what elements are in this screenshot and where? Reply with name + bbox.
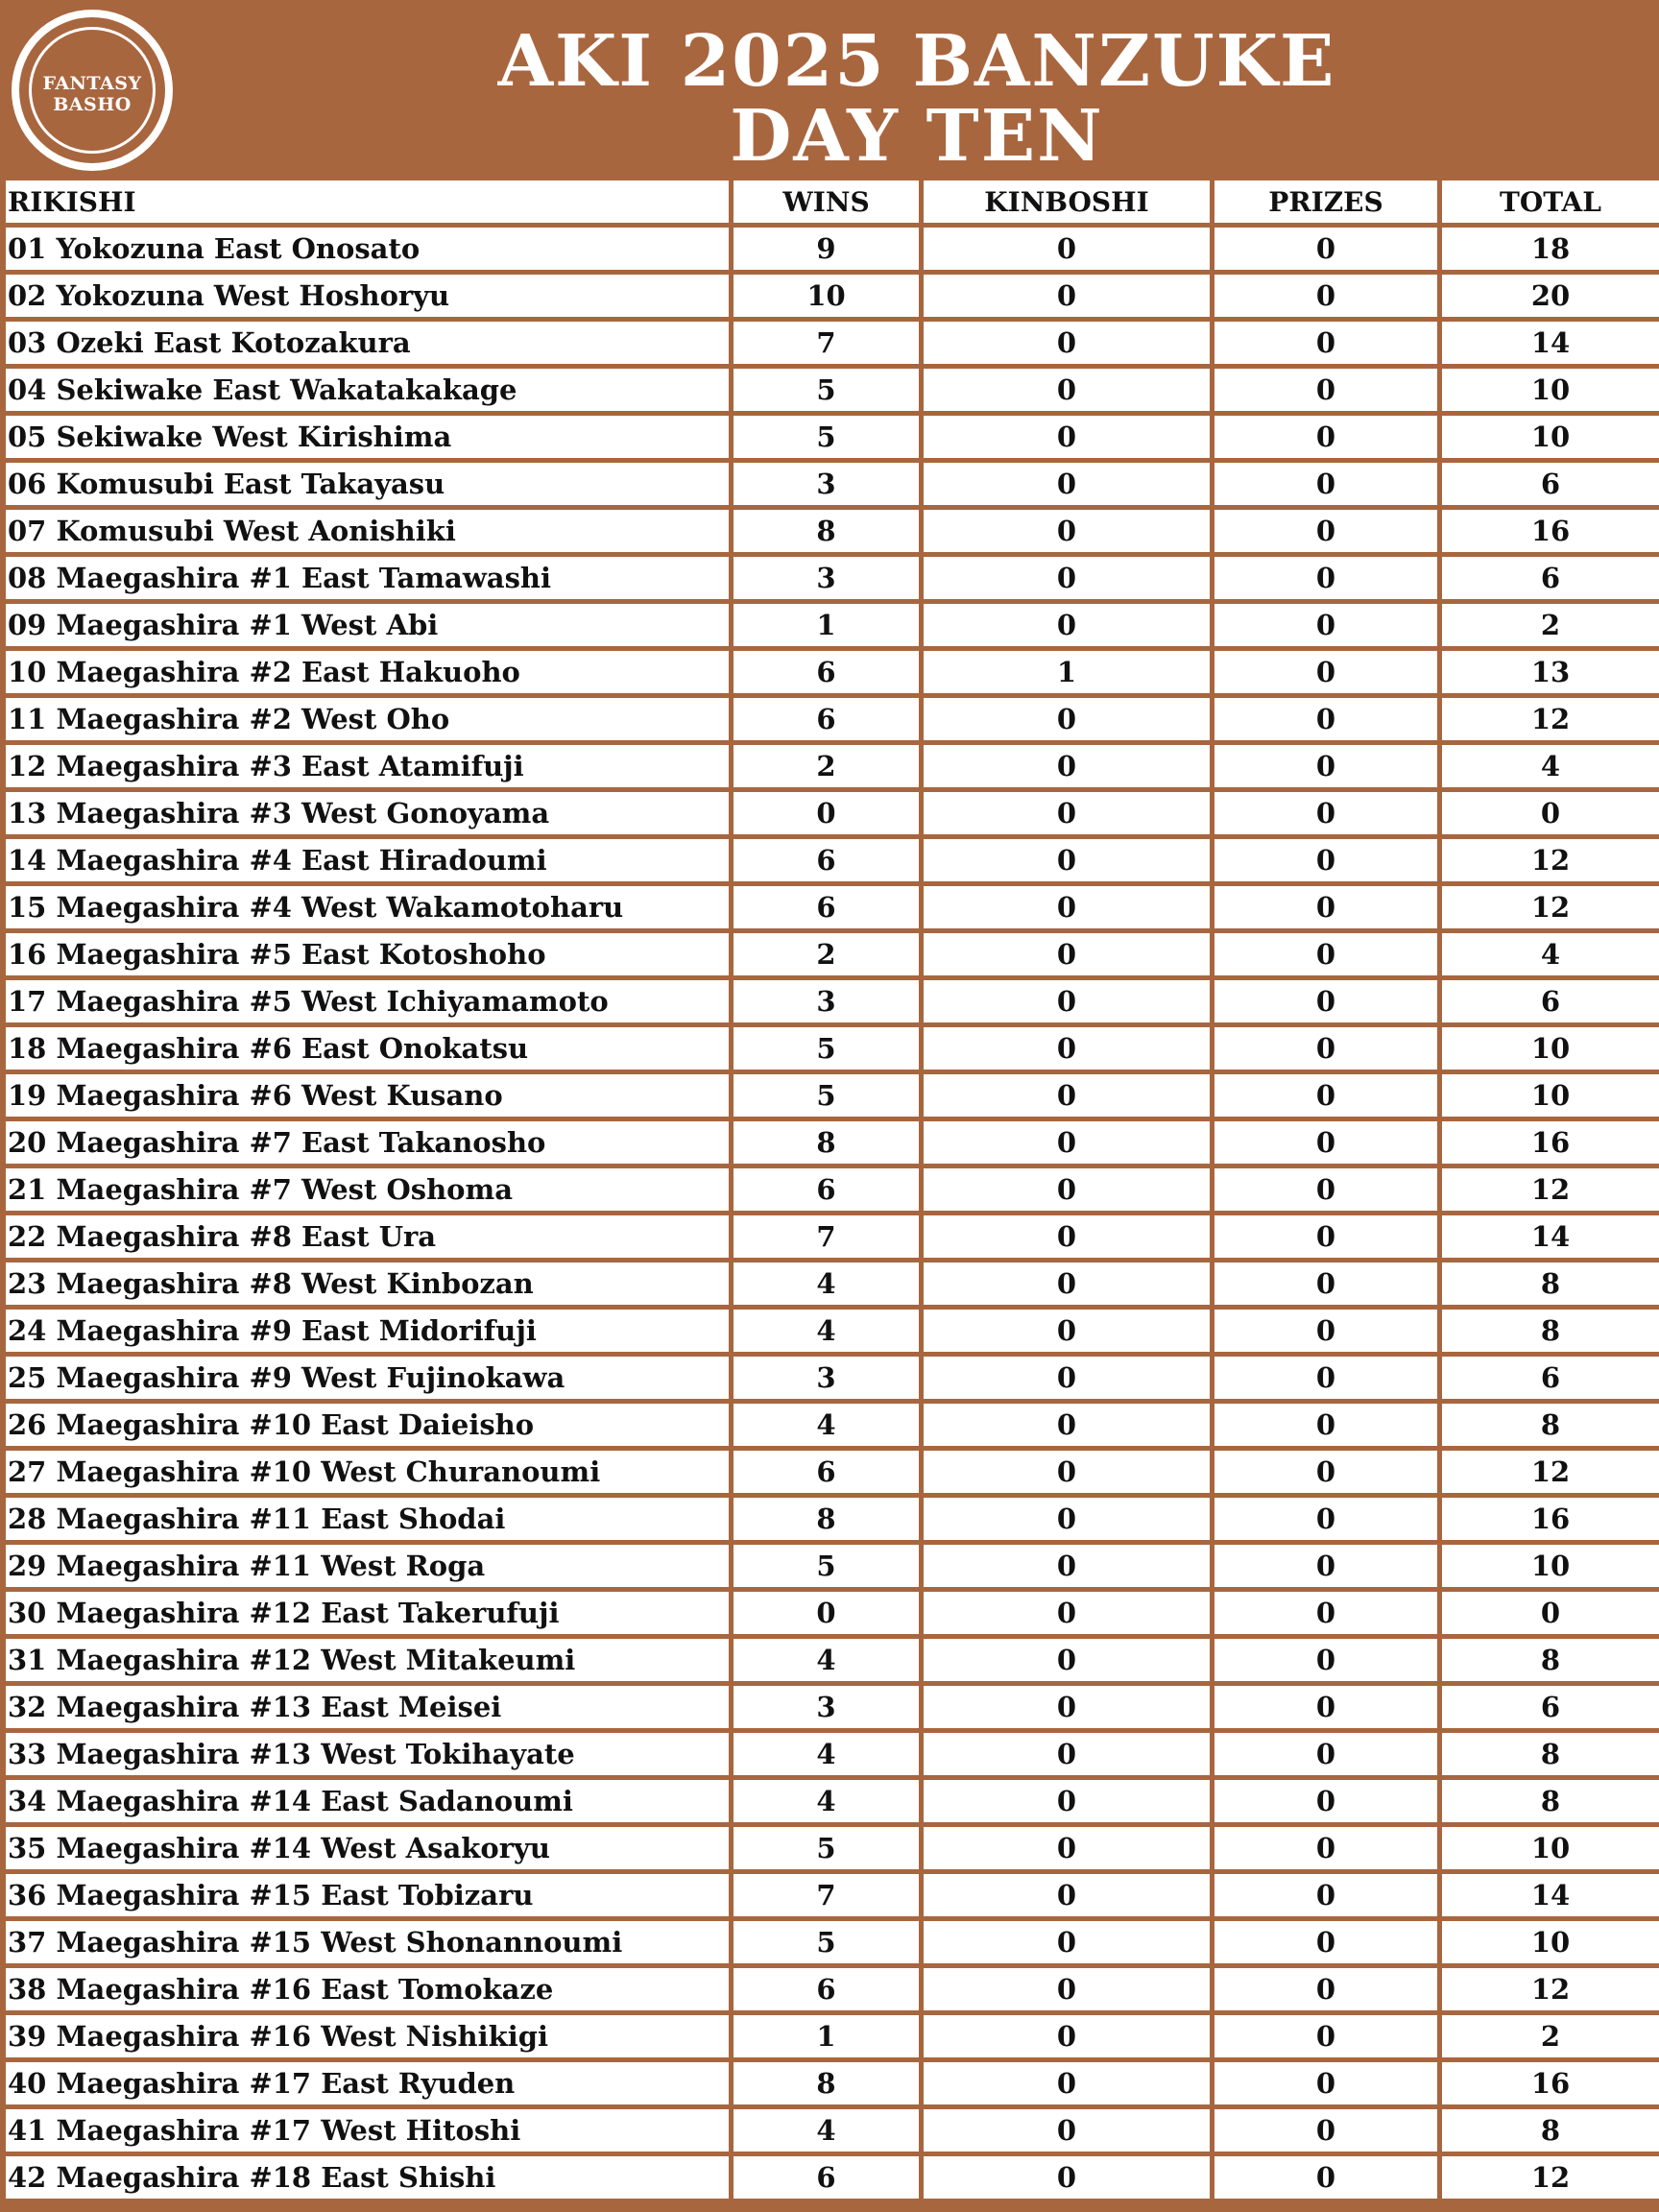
table-row [6, 698, 1659, 745]
cell-prizes: 0 [1214, 1686, 1442, 1733]
cell-kinboshi: 0 [924, 1827, 1214, 1874]
cell-prizes: 0 [1214, 463, 1442, 510]
cell-total: 12 [1442, 2156, 1659, 2203]
cell-wins: 4 [733, 1262, 924, 1310]
cell-wins: 8 [733, 2062, 924, 2109]
cell-total: 6 [1442, 557, 1659, 604]
cell-kinboshi: 0 [924, 2062, 1214, 2109]
cell-wins: 5 [733, 1827, 924, 1874]
logo-line-1: FANTASY [42, 73, 142, 94]
cell-wins: 4 [733, 1780, 924, 1827]
cell-rikishi: 36 Maegashira #15 East Tobizaru [6, 1874, 733, 1921]
page-header [0, 0, 1659, 180]
cell-total: 16 [1442, 1121, 1659, 1168]
cell-total: 6 [1442, 463, 1659, 510]
table-row [6, 886, 1659, 933]
page-subtitle: DAY TEN [730, 95, 1104, 178]
cell-prizes: 0 [1214, 1310, 1442, 1357]
cell-wins: 0 [733, 792, 924, 839]
cell-prizes: 0 [1214, 2015, 1442, 2062]
cell-rikishi: 27 Maegashira #10 West Churanoumi [6, 1451, 733, 1498]
table-row [6, 1262, 1659, 1310]
cell-kinboshi: 0 [924, 322, 1214, 369]
table-row [6, 1168, 1659, 1215]
cell-rikishi: 25 Maegashira #9 West Fujinokawa [6, 1357, 733, 1404]
cell-prizes: 0 [1214, 1874, 1442, 1921]
cell-total: 20 [1442, 275, 1659, 322]
table-row [6, 1780, 1659, 1827]
cell-wins: 3 [733, 463, 924, 510]
cell-rikishi: 31 Maegashira #12 West Mitakeumi [6, 1639, 733, 1686]
column-header-total: TOTAL [1442, 180, 1659, 228]
cell-kinboshi: 0 [924, 1639, 1214, 1686]
cell-kinboshi: 0 [924, 1357, 1214, 1404]
cell-kinboshi: 0 [924, 2109, 1214, 2156]
cell-prizes: 0 [1214, 1921, 1442, 1968]
cell-rikishi: 03 Ozeki East Kotozakura [6, 322, 733, 369]
table-row [6, 2109, 1659, 2156]
cell-kinboshi: 0 [924, 2015, 1214, 2062]
cell-wins: 8 [733, 1121, 924, 1168]
cell-total: 10 [1442, 369, 1659, 416]
table-row [6, 604, 1659, 651]
cell-prizes: 0 [1214, 2156, 1442, 2203]
table-row [6, 275, 1659, 322]
cell-total: 8 [1442, 1733, 1659, 1780]
cell-prizes: 0 [1214, 1215, 1442, 1262]
cell-kinboshi: 0 [924, 698, 1214, 745]
cell-wins: 5 [733, 1921, 924, 1968]
cell-total: 10 [1442, 1074, 1659, 1121]
cell-rikishi: 35 Maegashira #14 West Asakoryu [6, 1827, 733, 1874]
cell-total: 18 [1442, 228, 1659, 275]
cell-wins: 5 [733, 1074, 924, 1121]
cell-prizes: 0 [1214, 1780, 1442, 1827]
cell-total: 10 [1442, 1827, 1659, 1874]
cell-prizes: 0 [1214, 1498, 1442, 1545]
cell-kinboshi: 0 [924, 1780, 1214, 1827]
cell-wins: 6 [733, 839, 924, 886]
cell-wins: 10 [733, 275, 924, 322]
cell-prizes: 0 [1214, 1827, 1442, 1874]
column-header-prizes: PRIZES [1214, 180, 1442, 228]
cell-wins: 1 [733, 2015, 924, 2062]
cell-total: 16 [1442, 2062, 1659, 2109]
cell-kinboshi: 0 [924, 1310, 1214, 1357]
cell-prizes: 0 [1214, 557, 1442, 604]
cell-prizes: 0 [1214, 2109, 1442, 2156]
cell-rikishi: 29 Maegashira #11 West Roga [6, 1545, 733, 1592]
cell-wins: 8 [733, 1498, 924, 1545]
cell-kinboshi: 0 [924, 1168, 1214, 1215]
cell-wins: 5 [733, 369, 924, 416]
cell-wins: 5 [733, 1545, 924, 1592]
cell-wins: 6 [733, 651, 924, 698]
table-body [6, 228, 1659, 2203]
cell-prizes: 0 [1214, 651, 1442, 698]
cell-wins: 8 [733, 510, 924, 557]
cell-total: 12 [1442, 698, 1659, 745]
cell-prizes: 0 [1214, 1545, 1442, 1592]
cell-wins: 1 [733, 604, 924, 651]
cell-kinboshi: 0 [924, 510, 1214, 557]
table-row [6, 322, 1659, 369]
cell-kinboshi: 0 [924, 1121, 1214, 1168]
cell-rikishi: 28 Maegashira #11 East Shodai [6, 1498, 733, 1545]
cell-total: 16 [1442, 1498, 1659, 1545]
cell-total: 12 [1442, 1968, 1659, 2015]
cell-wins: 5 [733, 1027, 924, 1074]
cell-kinboshi: 0 [924, 1451, 1214, 1498]
cell-total: 6 [1442, 980, 1659, 1027]
cell-total: 4 [1442, 933, 1659, 980]
logo-line-2: BASHO [53, 94, 132, 115]
cell-total: 12 [1442, 1168, 1659, 1215]
table-row [6, 1121, 1659, 1168]
cell-total: 0 [1442, 1592, 1659, 1639]
cell-kinboshi: 0 [924, 1404, 1214, 1451]
table-row [6, 1074, 1659, 1121]
cell-prizes: 0 [1214, 839, 1442, 886]
cell-wins: 6 [733, 698, 924, 745]
cell-rikishi: 08 Maegashira #1 East Tamawashi [6, 557, 733, 604]
cell-total: 8 [1442, 1639, 1659, 1686]
cell-total: 8 [1442, 2109, 1659, 2156]
column-header-wins: WINS [733, 180, 924, 228]
cell-total: 6 [1442, 1357, 1659, 1404]
table-row [6, 510, 1659, 557]
table-row [6, 416, 1659, 463]
cell-kinboshi: 0 [924, 463, 1214, 510]
cell-rikishi: 01 Yokozuna East Onosato [6, 228, 733, 275]
table-row [6, 1686, 1659, 1733]
table-row [6, 792, 1659, 839]
cell-kinboshi: 0 [924, 933, 1214, 980]
cell-wins: 4 [733, 1733, 924, 1780]
table-row [6, 980, 1659, 1027]
cell-rikishi: 21 Maegashira #7 West Oshoma [6, 1168, 733, 1215]
cell-prizes: 0 [1214, 604, 1442, 651]
cell-wins: 3 [733, 1686, 924, 1733]
table-row [6, 369, 1659, 416]
cell-kinboshi: 0 [924, 369, 1214, 416]
cell-total: 10 [1442, 416, 1659, 463]
cell-wins: 3 [733, 980, 924, 1027]
cell-rikishi: 22 Maegashira #8 East Ura [6, 1215, 733, 1262]
cell-prizes: 0 [1214, 1639, 1442, 1686]
table-row [6, 1404, 1659, 1451]
table-row [6, 1027, 1659, 1074]
cell-rikishi: 38 Maegashira #16 East Tomokaze [6, 1968, 733, 2015]
cell-rikishi: 30 Maegashira #12 East Takerufuji [6, 1592, 733, 1639]
cell-rikishi: 34 Maegashira #14 East Sadanoumi [6, 1780, 733, 1827]
table-row [6, 1639, 1659, 1686]
cell-total: 8 [1442, 1310, 1659, 1357]
cell-wins: 4 [733, 1639, 924, 1686]
table-row [6, 1592, 1659, 1639]
cell-wins: 5 [733, 416, 924, 463]
cell-wins: 6 [733, 1451, 924, 1498]
cell-total: 2 [1442, 2015, 1659, 2062]
cell-total: 14 [1442, 1874, 1659, 1921]
cell-total: 6 [1442, 1686, 1659, 1733]
cell-wins: 3 [733, 557, 924, 604]
cell-kinboshi: 0 [924, 1874, 1214, 1921]
cell-total: 8 [1442, 1404, 1659, 1451]
cell-prizes: 0 [1214, 510, 1442, 557]
cell-total: 10 [1442, 1545, 1659, 1592]
cell-kinboshi: 0 [924, 1027, 1214, 1074]
table-row [6, 2062, 1659, 2109]
column-header-rikishi: RIKISHI [6, 180, 733, 228]
cell-kinboshi: 1 [924, 651, 1214, 698]
cell-rikishi: 26 Maegashira #10 East Daieisho [6, 1404, 733, 1451]
table-row [6, 1545, 1659, 1592]
cell-wins: 7 [733, 1215, 924, 1262]
cell-wins: 9 [733, 228, 924, 275]
table-row [6, 2156, 1659, 2203]
cell-rikishi: 23 Maegashira #8 West Kinbozan [6, 1262, 733, 1310]
cell-total: 0 [1442, 792, 1659, 839]
cell-total: 10 [1442, 1027, 1659, 1074]
cell-rikishi: 12 Maegashira #3 East Atamifuji [6, 745, 733, 792]
cell-prizes: 0 [1214, 792, 1442, 839]
cell-kinboshi: 0 [924, 604, 1214, 651]
cell-prizes: 0 [1214, 698, 1442, 745]
cell-kinboshi: 0 [924, 416, 1214, 463]
column-header-kinboshi: KINBOSHI [924, 180, 1214, 228]
cell-kinboshi: 0 [924, 275, 1214, 322]
table-row [6, 1733, 1659, 1780]
cell-rikishi: 40 Maegashira #17 East Ryuden [6, 2062, 733, 2109]
cell-rikishi: 02 Yokozuna West Hoshoryu [6, 275, 733, 322]
cell-kinboshi: 0 [924, 745, 1214, 792]
cell-wins: 2 [733, 745, 924, 792]
cell-prizes: 0 [1214, 1027, 1442, 1074]
table-row [6, 1874, 1659, 1921]
cell-rikishi: 20 Maegashira #7 East Takanosho [6, 1121, 733, 1168]
cell-rikishi: 37 Maegashira #15 West Shonannoumi [6, 1921, 733, 1968]
cell-kinboshi: 0 [924, 1733, 1214, 1780]
cell-total: 14 [1442, 1215, 1659, 1262]
cell-rikishi: 32 Maegashira #13 East Meisei [6, 1686, 733, 1733]
cell-rikishi: 33 Maegashira #13 West Tokihayate [6, 1733, 733, 1780]
table-row [6, 228, 1659, 275]
cell-wins: 3 [733, 1357, 924, 1404]
cell-kinboshi: 0 [924, 839, 1214, 886]
cell-rikishi: 17 Maegashira #5 West Ichiyamamoto [6, 980, 733, 1027]
logo-text [19, 73, 165, 115]
banzuke-table-container [6, 180, 1659, 2203]
cell-rikishi: 39 Maegashira #16 West Nishikigi [6, 2015, 733, 2062]
table-row [6, 1921, 1659, 1968]
cell-kinboshi: 0 [924, 1262, 1214, 1310]
cell-total: 8 [1442, 1780, 1659, 1827]
cell-prizes: 0 [1214, 1968, 1442, 2015]
cell-rikishi: 41 Maegashira #17 West Hitoshi [6, 2109, 733, 2156]
cell-rikishi: 24 Maegashira #9 East Midorifuji [6, 1310, 733, 1357]
cell-prizes: 0 [1214, 416, 1442, 463]
banzuke-table [6, 180, 1659, 2203]
cell-rikishi: 05 Sekiwake West Kirishima [6, 416, 733, 463]
table-row [6, 1215, 1659, 1262]
cell-kinboshi: 0 [924, 557, 1214, 604]
cell-kinboshi: 0 [924, 1545, 1214, 1592]
cell-prizes: 0 [1214, 275, 1442, 322]
cell-total: 12 [1442, 839, 1659, 886]
table-row [6, 1498, 1659, 1545]
cell-kinboshi: 0 [924, 886, 1214, 933]
cell-kinboshi: 0 [924, 1215, 1214, 1262]
table-row [6, 745, 1659, 792]
cell-prizes: 0 [1214, 933, 1442, 980]
table-row [6, 933, 1659, 980]
cell-rikishi: 09 Maegashira #1 West Abi [6, 604, 733, 651]
cell-wins: 4 [733, 1404, 924, 1451]
cell-prizes: 0 [1214, 1262, 1442, 1310]
cell-rikishi: 07 Komusubi West Aonishiki [6, 510, 733, 557]
cell-total: 4 [1442, 745, 1659, 792]
table-row [6, 1968, 1659, 2015]
table-row [6, 1310, 1659, 1357]
cell-wins: 0 [733, 1592, 924, 1639]
cell-total: 12 [1442, 886, 1659, 933]
cell-prizes: 0 [1214, 980, 1442, 1027]
cell-wins: 7 [733, 1874, 924, 1921]
cell-total: 14 [1442, 322, 1659, 369]
cell-rikishi: 10 Maegashira #2 East Hakuoho [6, 651, 733, 698]
cell-wins: 4 [733, 2109, 924, 2156]
cell-wins: 2 [733, 933, 924, 980]
fantasy-basho-logo [12, 10, 173, 171]
cell-rikishi: 15 Maegashira #4 West Wakamotoharu [6, 886, 733, 933]
cell-prizes: 0 [1214, 1357, 1442, 1404]
table-row [6, 839, 1659, 886]
cell-wins: 6 [733, 2156, 924, 2203]
cell-rikishi: 13 Maegashira #3 West Gonoyama [6, 792, 733, 839]
cell-rikishi: 16 Maegashira #5 East Kotoshoho [6, 933, 733, 980]
cell-prizes: 0 [1214, 745, 1442, 792]
cell-prizes: 0 [1214, 1074, 1442, 1121]
cell-wins: 4 [733, 1310, 924, 1357]
cell-prizes: 0 [1214, 1451, 1442, 1498]
cell-kinboshi: 0 [924, 228, 1214, 275]
cell-prizes: 0 [1214, 2062, 1442, 2109]
cell-total: 2 [1442, 604, 1659, 651]
cell-total: 8 [1442, 1262, 1659, 1310]
cell-prizes: 0 [1214, 1404, 1442, 1451]
cell-prizes: 0 [1214, 886, 1442, 933]
cell-wins: 6 [733, 886, 924, 933]
cell-wins: 6 [733, 1168, 924, 1215]
table-header-row [6, 180, 1659, 228]
table-row [6, 463, 1659, 510]
cell-rikishi: 04 Sekiwake East Wakatakakage [6, 369, 733, 416]
cell-rikishi: 14 Maegashira #4 East Hiradoumi [6, 839, 733, 886]
cell-prizes: 0 [1214, 369, 1442, 416]
cell-kinboshi: 0 [924, 1686, 1214, 1733]
page-title: AKI 2025 BANZUKE [497, 20, 1336, 103]
cell-rikishi: 18 Maegashira #6 East Onokatsu [6, 1027, 733, 1074]
cell-wins: 7 [733, 322, 924, 369]
cell-rikishi: 19 Maegashira #6 West Kusano [6, 1074, 733, 1121]
cell-kinboshi: 0 [924, 792, 1214, 839]
cell-total: 12 [1442, 1451, 1659, 1498]
cell-prizes: 0 [1214, 1592, 1442, 1639]
cell-total: 10 [1442, 1921, 1659, 1968]
cell-kinboshi: 0 [924, 1921, 1214, 1968]
cell-kinboshi: 0 [924, 1592, 1214, 1639]
cell-rikishi: 06 Komusubi East Takayasu [6, 463, 733, 510]
cell-prizes: 0 [1214, 228, 1442, 275]
cell-rikishi: 42 Maegashira #18 East Shishi [6, 2156, 733, 2203]
cell-kinboshi: 0 [924, 1498, 1214, 1545]
table-row [6, 2015, 1659, 2062]
cell-kinboshi: 0 [924, 980, 1214, 1027]
cell-prizes: 0 [1214, 1168, 1442, 1215]
cell-kinboshi: 0 [924, 2156, 1214, 2203]
cell-rikishi: 11 Maegashira #2 West Oho [6, 698, 733, 745]
cell-prizes: 0 [1214, 1733, 1442, 1780]
cell-prizes: 0 [1214, 1121, 1442, 1168]
table-row [6, 1357, 1659, 1404]
cell-total: 13 [1442, 651, 1659, 698]
cell-total: 16 [1442, 510, 1659, 557]
cell-prizes: 0 [1214, 322, 1442, 369]
table-row [6, 1451, 1659, 1498]
cell-wins: 6 [733, 1968, 924, 2015]
table-row [6, 651, 1659, 698]
cell-kinboshi: 0 [924, 1074, 1214, 1121]
cell-kinboshi: 0 [924, 1968, 1214, 2015]
table-row [6, 557, 1659, 604]
table-row [6, 1827, 1659, 1874]
